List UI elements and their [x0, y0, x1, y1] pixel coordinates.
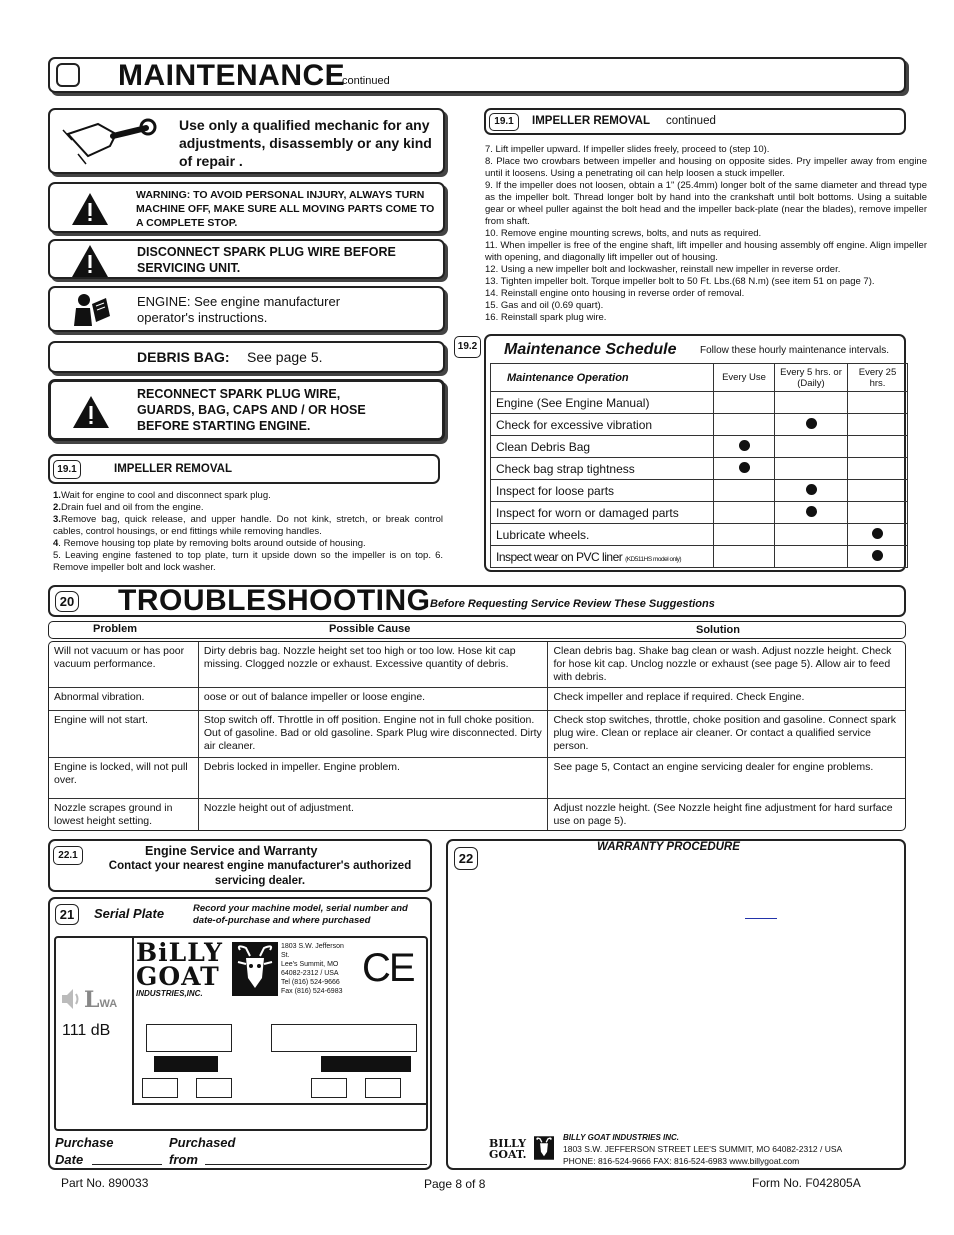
section-number: 22.1 [53, 846, 83, 865]
col-solution: Solution [696, 624, 740, 636]
warranty-section [446, 839, 906, 1170]
impeller-step: 11. When impeller is free of the engine shaft, lift impeller and housing assembly off engine. Align impeller with opening, and diagonally lift impeller out of housing. [485, 240, 927, 263]
pvc-liner-label: Inspect wear on PVC liner [496, 549, 623, 564]
warranty-company: BILLY GOAT INDUSTRIES INC. [563, 1133, 680, 1142]
debris-bag-note [48, 341, 445, 373]
injury-warning [48, 182, 445, 233]
engine-text: ENGINE: See engine manufacturer operator's instructions. [137, 294, 341, 325]
cause-cell: oose or out of balance impeller or loose engine. [198, 688, 548, 711]
schedule-dot [806, 506, 817, 517]
serial-plate [54, 936, 428, 1131]
schedule-table [490, 363, 908, 568]
schedule-cell [775, 414, 848, 436]
schedule-dot [806, 484, 817, 495]
serial-plate-section [48, 897, 432, 1170]
troubleshooting-row [49, 758, 906, 799]
warning-icon [70, 243, 110, 279]
address-line: 1803 S.W. Jefferson [281, 943, 344, 950]
schedule-row [491, 458, 908, 480]
problem-cell: Will not vacuum or has poor vacuum performance. [49, 642, 199, 688]
schedule-cell [775, 524, 848, 546]
plate-small-field [365, 1078, 401, 1098]
engine-service-text: Contact your nearest engine manufacturer's authorized servicing dealer. [108, 860, 412, 887]
col-every-use: Every Use [714, 364, 775, 392]
page-number: Page 8 of 8 [424, 1177, 486, 1191]
schedule-cell [775, 502, 848, 524]
impeller-continued-header [484, 108, 906, 135]
schedule-cell [848, 392, 908, 414]
address-line: Lee's Summit, MO [281, 961, 339, 968]
model-field [146, 1024, 232, 1052]
impeller-step: 15. Gas and oil (0.69 quart). [485, 300, 604, 311]
solution-cell: Clean debris bag. Shake bag clean or wash. Adjust nozzle height. Check for hose kit cap. Unclog nozzle or exhaust (see page 5). Allow air to feed with debris. [548, 642, 906, 688]
lwa-label [84, 987, 117, 1013]
injury-text: WARNING: TO AVOID PERSONAL INJURY, ALWAYS TURN MACHINE OFF, MAKE SURE ALL MOVING PARTS COME TO A COMPLETE STOP. [136, 189, 435, 229]
troubleshooting-row [49, 799, 906, 832]
spark-text: DISCONNECT SPARK PLUG WIRE BEFORE SERVICING UNIT. [137, 245, 396, 275]
schedule-cell [714, 546, 775, 568]
col-problem: Problem [93, 623, 138, 635]
schedule-cell [714, 436, 775, 458]
schedule-row-operation: Check bag strap tightness [491, 458, 714, 480]
schedule-cell [714, 392, 775, 414]
impeller-step: 1.Wait for engine to cool and disconnect spark plug. [53, 490, 271, 501]
maintenance-schedule [484, 334, 906, 572]
lwa-sub: WA [99, 998, 118, 1010]
schedule-dot [739, 462, 750, 473]
serial-field [271, 1024, 417, 1052]
solution-cell: Check stop switches, throttle, choke position and gasoline. Connect spark plug wire. Clean or replace air cleaner. Or contact a qualified service person. [548, 711, 906, 758]
schedule-cell [848, 502, 908, 524]
page-title: MAINTENANCE [118, 59, 346, 92]
mechanic-warning [48, 108, 445, 174]
schedule-cell [848, 414, 908, 436]
impeller-removal-header [48, 454, 440, 484]
schedule-cell [775, 480, 848, 502]
impeller-step: 3.Remove bag, quick release, and upper handle. Do not kink, stretch, or break control cables, control housings, or end fittings while removing handles. [53, 514, 443, 537]
schedule-dot [872, 528, 883, 539]
impeller-step: 12. Using a new impeller bolt and lockwasher, reinstall new impeller in reverse order. [485, 264, 841, 275]
reconnect-warning [48, 379, 445, 441]
col-operation: Maintenance Operation [491, 364, 714, 392]
impeller-step: 16. Reinstall spark plug wire. [485, 312, 607, 323]
schedule-row-operation [491, 546, 714, 568]
purchased-from-line[interactable] [205, 1164, 427, 1165]
plate-small-field [311, 1078, 347, 1098]
schedule-cell [714, 414, 775, 436]
schedule-dot [739, 440, 750, 451]
warranty-address: 1803 S.W. JEFFERSON STREET LEE'S SUMMIT, MO 64082-2312 / USA [563, 1144, 843, 1154]
cause-cell: Nozzle height out of adjustment. [198, 799, 548, 832]
section-number: 19.1 [53, 460, 81, 479]
cause-cell: Debris locked in impeller. Engine problem. [198, 758, 548, 799]
plate-small-field [142, 1078, 178, 1098]
schedule-cell [848, 458, 908, 480]
plate-address [281, 942, 344, 996]
brand-industries: INDUSTRIES,INC. [136, 989, 203, 998]
impeller-steps-right [485, 144, 927, 324]
troubleshooting-title: TROUBLESHOOTING [118, 584, 431, 617]
troubleshooting-col-header [48, 621, 906, 639]
maintenance-header [48, 57, 906, 93]
engine-info [48, 286, 445, 332]
warranty-logo-billy: BILLY [489, 1137, 527, 1150]
debris-label: DEBRIS BAG: [137, 349, 230, 365]
header-checkbox [56, 63, 80, 87]
schedule-row-operation: Check for excessive vibration [491, 414, 714, 436]
wrench-hand-icon [58, 116, 158, 168]
schedule-row [491, 414, 908, 436]
ce-mark: CE [362, 946, 414, 990]
schedule-dot [872, 550, 883, 561]
impeller-step: 10. Remove engine mounting screws, bolts, and nuts as required. [485, 228, 762, 239]
schedule-row [491, 392, 908, 414]
impeller-step: 4. Remove housing top plate by removing bolts around outside of housing. [53, 538, 366, 549]
schedule-row [491, 480, 908, 502]
troubleshooting-row [49, 711, 906, 758]
section-title: IMPELLER REMOVAL [114, 463, 232, 475]
schedule-cell [848, 436, 908, 458]
purchased-label: Purchased [169, 1135, 236, 1150]
schedule-row [491, 524, 908, 546]
warning-icon [70, 191, 110, 227]
purchase-date-line[interactable] [92, 1164, 162, 1165]
schedule-title: Maintenance Schedule [504, 341, 677, 358]
goat-logo-icon [534, 1135, 554, 1161]
schedule-cell [848, 546, 908, 568]
schedule-dot [806, 418, 817, 429]
schedule-row-operation: Lubricate wheels. [491, 524, 714, 546]
warning-icon [71, 394, 111, 430]
schedule-cell [714, 458, 775, 480]
lwa-l: L [84, 987, 100, 1013]
warranty-phone: PHONE: 816-524-9666 FAX: 816-524-6983 www.billygoat.com [563, 1156, 800, 1166]
schedule-row [491, 502, 908, 524]
manual-reader-icon [72, 292, 112, 328]
impeller-step: 14. Reinstall engine onto housing in reverse order of removal. [485, 288, 745, 299]
address-line: Fax (816) 524-6983 [281, 988, 343, 995]
troubleshooting-row [49, 688, 906, 711]
purchase-label: Purchase [55, 1135, 114, 1150]
schedule-cell [714, 480, 775, 502]
black-tab [154, 1056, 218, 1072]
col-every-25: Every 25 hrs. [848, 364, 908, 392]
speaker-icon [60, 986, 82, 1012]
mechanic-text: Use only a qualified mechanic for any adjustments, disassembly or any kind of repair . [179, 117, 432, 169]
reconnect-text: RECONNECT SPARK PLUG WIRE, GUARDS, BAG, CAPS AND / OR HOSE BEFORE STARTING ENGINE. [137, 387, 366, 433]
col-every-5: Every 5 hrs. or (Daily) [775, 364, 848, 392]
schedule-note: Follow these hourly maintenance intervals. [700, 345, 889, 356]
section-number: 19.1 [489, 113, 519, 131]
goat-logo-icon [232, 942, 278, 996]
form-number: Form No. F042805A [752, 1176, 861, 1190]
impeller-steps-left [53, 490, 443, 574]
impeller-step: 7. Lift impeller upward. If impeller slides freely, proceed to (step 10). [485, 144, 770, 155]
impeller-step: 9. If the impeller does not loosen, obtain a 1" (25.4mm) longer bolt of the same diameter and thread type as the impeller bolt. Thread longer bolt by hand into the crankshaft until bolt bottoms. Using a suitable gear or wheel puller against the bolt head and the impeller back-plate (near the blades), remove impeller from shaft. [485, 180, 927, 227]
schedule-row-operation: Inspect for worn or damaged parts [491, 502, 714, 524]
schedule-cell [775, 458, 848, 480]
address-line: Tel (816) 524-9666 [281, 979, 340, 986]
section-number: 20 [55, 591, 79, 612]
troubleshooting-header [48, 585, 906, 617]
pvc-liner-note: (KD511HS model only) [625, 555, 682, 563]
from-label: from [169, 1152, 198, 1167]
address-line: 64082-2312 / USA [281, 970, 339, 977]
troubleshooting-row [49, 642, 906, 688]
brand-billy: BiLLY [136, 938, 224, 967]
part-number: Part No. 890033 [61, 1176, 149, 1190]
schedule-row-operation: Inspect for loose parts [491, 480, 714, 502]
impeller-step: 8. Place two crowbars between impeller and housing on opposite sides. Pry impeller away from engine until it loosens. Using a penetrating oil can help loosen a stuck impeller. [485, 156, 927, 179]
impeller-step: 13. Tighten impeller bolt. Torque impeller bolt to 50 Ft. Lbs.(68 N.m) (see item 51 on page 7). [485, 276, 875, 287]
solution-cell: Adjust nozzle height. (See Nozzle height fine adjustment for hard surface use on page 5). [548, 799, 906, 832]
schedule-row-operation: Engine (See Engine Manual) [491, 392, 714, 414]
schedule-cell [775, 436, 848, 458]
plate-small-field [196, 1078, 232, 1098]
warranty-title: WARRANTY PROCEDURE [597, 841, 740, 853]
problem-cell: Abnormal vibration. [49, 688, 199, 711]
solution-cell: See page 5, Contact an engine servicing dealer for engine problems. [548, 758, 906, 799]
warranty-underline [745, 918, 777, 919]
troubleshooting-note: Before Requesting Service Review These Suggestions [430, 598, 715, 610]
col-cause: Possible Cause [329, 623, 411, 635]
serial-note: Record your machine model, serial number and date-of-purchase and where purchased [193, 903, 408, 926]
address-line: St. [281, 952, 290, 959]
section-continued: continued [666, 115, 716, 127]
db-rating: 111 dB [62, 1022, 111, 1039]
impeller-step: 5. Leaving engine fastened to top plate, turn it upside down so the impeller is on top. 6. Remove impeller bolt and lock washer. [53, 550, 443, 573]
impeller-step: 2.Drain fuel and oil from the engine. [53, 502, 204, 513]
warranty-logo-goat: GOAT. [489, 1148, 527, 1161]
spark-plug-warning [48, 239, 445, 279]
black-tab [321, 1056, 411, 1072]
section-number: 22 [454, 847, 478, 870]
engine-service [48, 839, 432, 892]
troubleshooting-table [48, 641, 906, 831]
section-number: 21 [55, 904, 79, 925]
section-title: IMPELLER REMOVAL [532, 115, 650, 127]
brand-goat: GOAT [136, 962, 220, 991]
schedule-row-operation: Clean Debris Bag [491, 436, 714, 458]
serial-title: Serial Plate [94, 906, 165, 921]
schedule-cell [775, 546, 848, 568]
date-label: Date [55, 1152, 84, 1167]
cause-cell: Stop switch off. Throttle in off position. Engine not in full choke position. Out of gasoline. Bad or old gasoline. Spark Plug wire disconnected. Dirty air cleaner. [198, 711, 548, 758]
header-subtitle: continued [342, 75, 390, 87]
schedule-cell [775, 392, 848, 414]
troubleshooting-table-frame [48, 641, 906, 831]
schedule-cell [848, 480, 908, 502]
solution-cell: Check impeller and replace if required. Check Engine. [548, 688, 906, 711]
problem-cell: Engine is locked, will not pull over. [49, 758, 199, 799]
problem-cell: Nozzle scrapes ground in lowest height setting. [49, 799, 199, 832]
problem-cell: Engine will not start. [49, 711, 199, 758]
cause-cell: Dirty debris bag. Nozzle height set too high or too low. Hose kit cap missing. Clogged nozzle or exhaust. Excessive quantity of debris. [198, 642, 548, 688]
schedule-cell [714, 502, 775, 524]
schedule-cell [714, 524, 775, 546]
debris-text: See page 5. [247, 349, 323, 365]
engine-service-title: Engine Service and Warranty [145, 844, 318, 858]
schedule-cell [848, 524, 908, 546]
schedule-row [491, 436, 908, 458]
schedule-section-number: 19.2 [454, 336, 481, 358]
